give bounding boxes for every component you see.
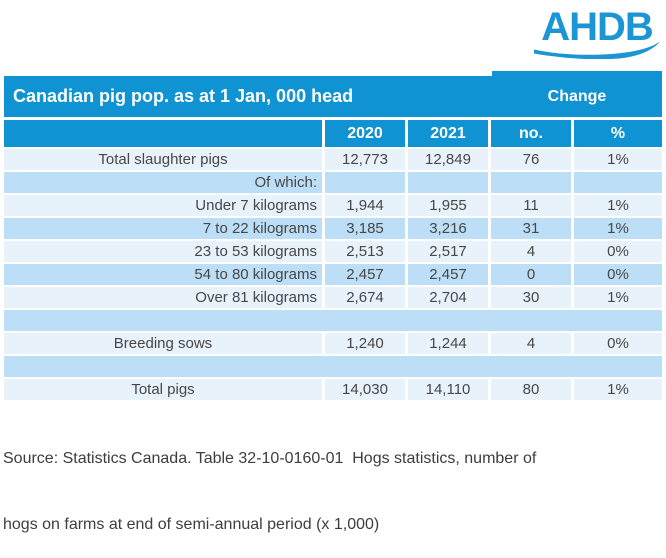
cell-2021: 12,849 [408,149,488,170]
cell-change-pct: 0% [574,241,662,262]
row-label: Of which: [4,172,322,193]
cell-2021 [408,172,488,193]
pig-population-table [4,71,662,402]
table-body [4,149,662,400]
table-row [4,241,662,262]
row-label: Over 81 kilograms [4,287,322,308]
table-title-bar [4,76,492,117]
cell-change-pct: 0% [574,264,662,285]
ahdb-logo-text: AHDB [541,5,653,49]
change-header-cell [492,71,662,117]
cell-change-pct: 1% [574,379,662,400]
cell-change-pct: 1% [574,195,662,216]
cell-2020 [325,172,405,193]
column-header-row [4,120,662,147]
table-header [4,71,662,117]
cell-change-no: 31 [491,218,571,239]
source-note-line1: Source: Statistics Canada. Table 32-10-0160-01 Hogs statistics, number of [3,450,537,467]
row-label: 7 to 22 kilograms [4,218,322,239]
table-row [4,287,662,308]
column-header-empty [4,120,322,147]
row-label: 54 to 80 kilograms [4,264,322,285]
table-row [4,195,662,216]
spacer-row [4,356,662,377]
cell-2021: 2,704 [408,287,488,308]
column-header-no: no. [491,120,571,147]
cell-change-no: 76 [491,149,571,170]
table-row [4,218,662,239]
ahdb-logo [533,5,661,59]
cell-change-no: 11 [491,195,571,216]
cell-2020: 2,674 [325,287,405,308]
source-note [3,404,663,558]
spacer-row [4,310,662,331]
row-label: 23 to 53 kilograms [4,241,322,262]
cell-2020: 12,773 [325,149,405,170]
cell-2020: 2,513 [325,241,405,262]
cell-2020: 1,944 [325,195,405,216]
cell-2020: 2,457 [325,264,405,285]
cell-change-no: 0 [491,264,571,285]
column-header-pct: % [574,120,662,147]
cell-change-no: 80 [491,379,571,400]
cell-change-pct: 1% [574,149,662,170]
table-row [4,172,662,193]
cell-change-no [491,172,571,193]
column-header-2020: 2020 [325,120,405,147]
cell-2020: 3,185 [325,218,405,239]
table-title: Canadian pig pop. as at 1 Jan, 000 head [13,86,354,106]
cell-2021: 2,517 [408,241,488,262]
row-label: Total pigs [4,379,322,400]
cell-2021: 3,216 [408,218,488,239]
cell-2021: 1,244 [408,333,488,354]
change-header-label: Change [547,88,607,105]
cell-2021: 14,110 [408,379,488,400]
column-header-2021: 2021 [408,120,488,147]
cell-change-no: 30 [491,287,571,308]
cell-change-pct: 0% [574,333,662,354]
source-note-line2: hogs on farms at end of semi-annual period (x 1,000) [3,516,380,533]
table-row [4,149,662,170]
table-row [4,379,662,400]
row-label: Breeding sows [4,333,322,354]
cell-2020: 14,030 [325,379,405,400]
cell-change-pct: 1% [574,287,662,308]
cell-change-no: 4 [491,241,571,262]
row-label: Total slaughter pigs [4,149,322,170]
cell-change-no: 4 [491,333,571,354]
table-row [4,264,662,285]
cell-2021: 1,955 [408,195,488,216]
row-label: Under 7 kilograms [4,195,322,216]
cell-change-pct [574,172,662,193]
cell-change-pct: 1% [574,218,662,239]
table-row [4,333,662,354]
cell-2020: 1,240 [325,333,405,354]
cell-2021: 2,457 [408,264,488,285]
